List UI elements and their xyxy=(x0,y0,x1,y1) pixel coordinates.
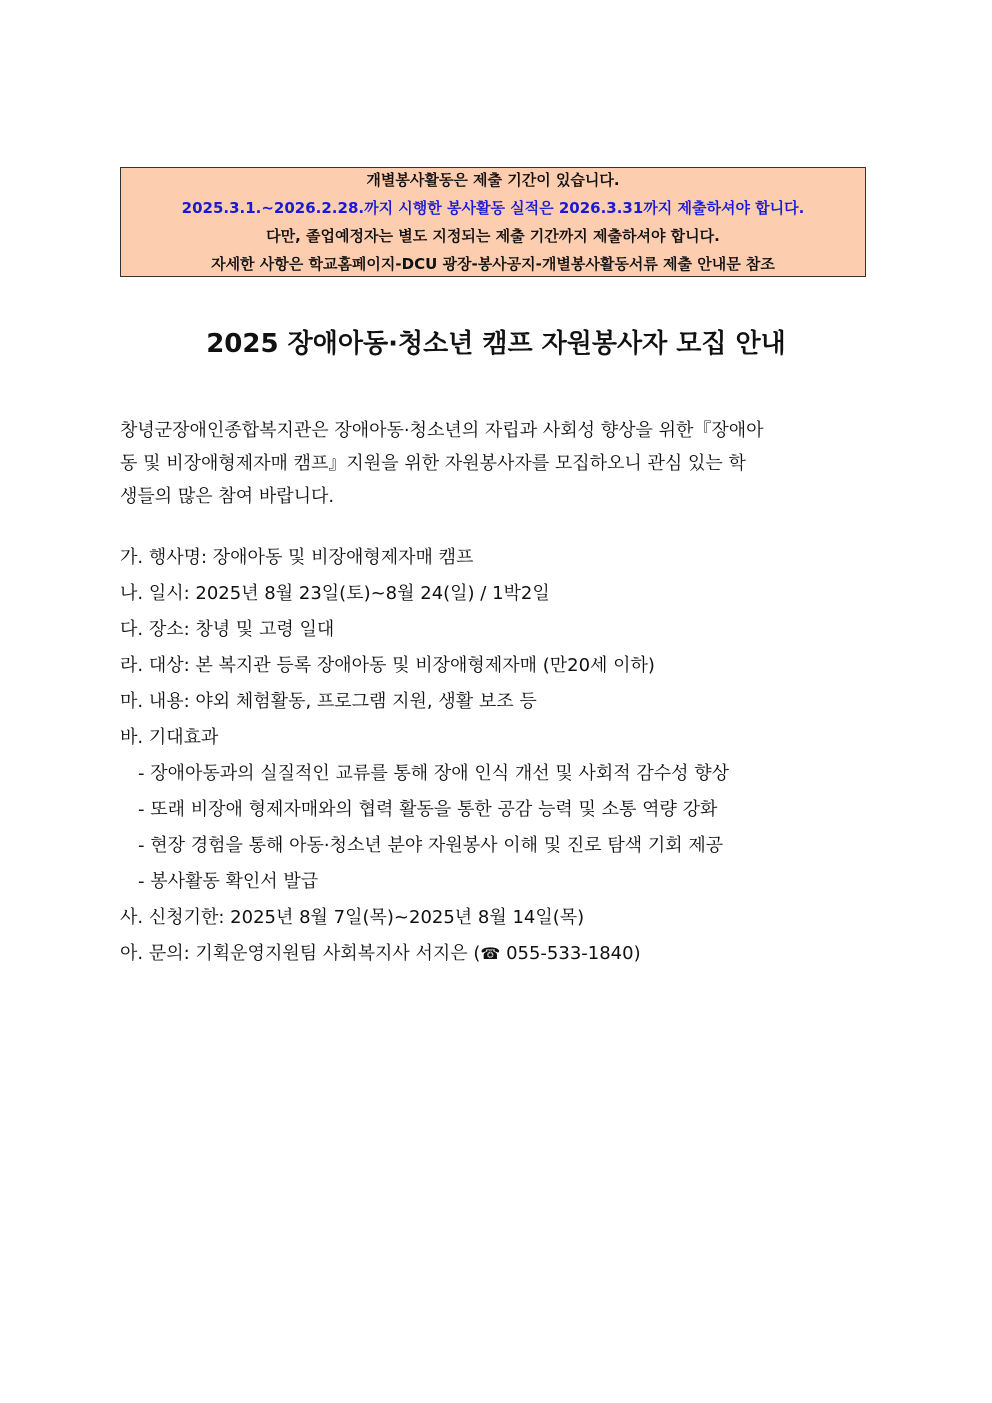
event-name-item: 가. 행사명: 장애아동 및 비장애형제자매 캠프 xyxy=(120,547,474,568)
page-title: 2025 장애아동·청소년 캠프 자원봉사자 모집 안내 xyxy=(206,329,786,359)
content-item: 마. 내용: 야외 체험활동, 프로그램 지원, 생활 보조 등 xyxy=(120,691,537,712)
effect-item-3: - 현장 경험을 통해 아동·청소년 분야 자원봉사 이해 및 진로 탐색 기회 제공 xyxy=(138,835,724,856)
notice-line-4: 자세한 사항은 학교홈페이지-DCU 광장-봉사공지-개별봉사활동서류 제출 안내문 참조 xyxy=(211,255,775,273)
effect-item-1: - 장애아동과의 실질적인 교류를 통해 장애 인식 개선 및 사회적 감수성 향상 xyxy=(138,763,730,784)
deadline-item: 사. 신청기한: 2025년 8월 7일(목)~2025년 8월 14일(목) xyxy=(120,907,585,928)
info-list xyxy=(120,540,880,972)
contact-item xyxy=(120,936,880,972)
effect-item-4: - 봉사활동 확인서 발급 xyxy=(138,871,319,892)
intro-line-3: 생들의 많은 참여 바랍니다. xyxy=(120,486,335,507)
place-item: 다. 장소: 창녕 및 고령 일대 xyxy=(120,619,335,640)
contact-phone: 055-533-1840) xyxy=(500,943,641,964)
effect-item-2: - 또래 비장애 형제자매와의 협력 활동을 통한 공감 능력 및 소통 역량 강화 xyxy=(138,799,718,820)
intro-line-1: 창녕군장애인종합복지관은 장애아동·청소년의 자립과 사회성 향상을 위한『장애아 xyxy=(120,420,764,441)
notice-line-1: 개별봉사활동은 제출 기간이 있습니다. xyxy=(366,171,620,189)
target-item: 라. 대상: 본 복지관 등록 장애아동 및 비장애형제자매 (만20세 이하) xyxy=(120,655,655,676)
notice-line-2: 2025.3.1.~2026.2.28.까지 시행한 봉사활동 실적은 2026.3.31까지 제출하셔야 합니다. xyxy=(181,199,805,217)
intro-paragraph xyxy=(120,414,866,513)
notice-line-3: 다만, 졸업예정자는 별도 지정되는 제출 기간까지 제출하셔야 합니다. xyxy=(266,227,720,245)
phone-icon: ☎ xyxy=(480,944,501,963)
date-item: 나. 일시: 2025년 8월 23일(토)~8월 24(일) / 1박2일 xyxy=(120,583,550,604)
intro-line-2: 동 및 비장애형제자매 캠프』지원을 위한 자원봉사자를 모집하오니 관심 있는 학 xyxy=(120,453,746,474)
effects-heading: 바. 기대효과 xyxy=(120,727,219,748)
submission-notice-box xyxy=(120,167,866,277)
contact-prefix: 아. 문의: 기획운영지원팀 사회복지사 서지은 ( xyxy=(120,943,481,964)
